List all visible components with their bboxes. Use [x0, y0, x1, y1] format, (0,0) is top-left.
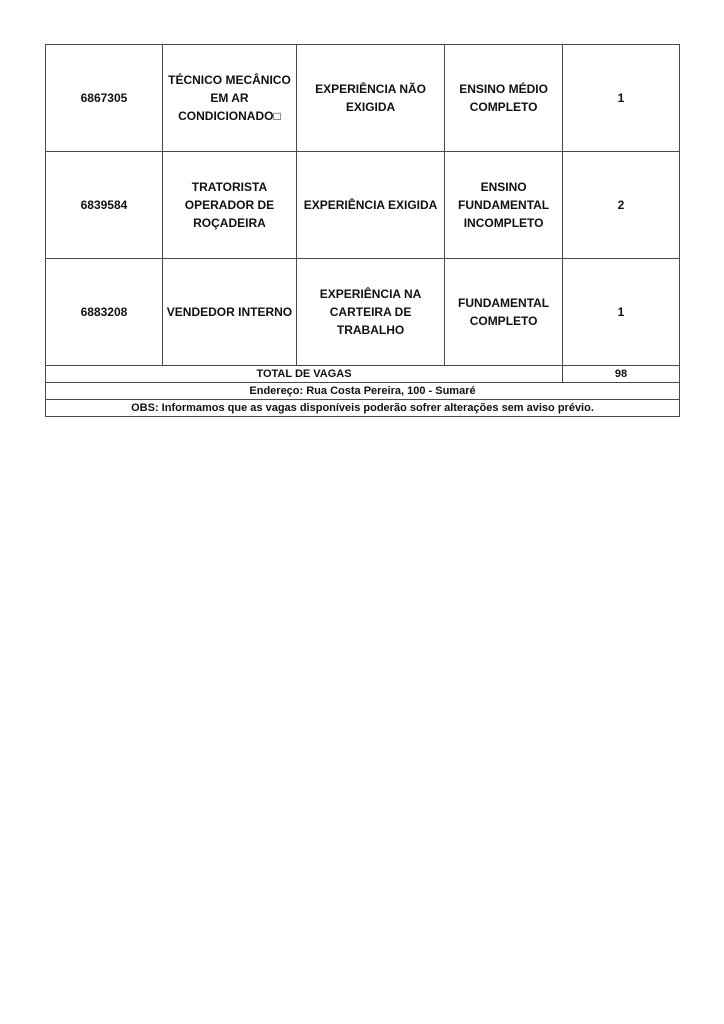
experience-requirement: EXPERIÊNCIA NA CARTEIRA DE TRABALHO — [319, 287, 422, 337]
job-vacancies-table — [45, 44, 680, 417]
job-title: VENDEDOR INTERNO — [166, 305, 293, 319]
education-requirement: ENSINO MÉDIO COMPLETO — [459, 82, 548, 114]
total-row — [46, 366, 680, 383]
experience-cell — [296, 259, 444, 366]
vacancies-cell — [563, 259, 680, 366]
vacancy-count: 1 — [617, 305, 625, 319]
address-row — [46, 383, 680, 400]
job-code: 6839584 — [80, 198, 128, 212]
job-title: TRATORISTA OPERADOR DE ROÇADEIRA — [184, 180, 275, 230]
vacancies-cell — [563, 152, 680, 259]
vacancy-count: 2 — [617, 198, 625, 212]
job-code-cell — [46, 259, 163, 366]
experience-requirement: EXPERIÊNCIA NÃO EXIGIDA — [315, 82, 426, 114]
job-title-cell — [162, 259, 296, 366]
address-text: Endereço: Rua Costa Pereira, 100 - Sumaré — [46, 383, 680, 400]
education-cell — [445, 152, 563, 259]
education-requirement: FUNDAMENTAL COMPLETO — [458, 296, 550, 328]
note-row — [46, 400, 680, 417]
education-cell — [445, 259, 563, 366]
job-title-cell — [162, 45, 296, 152]
total-value: 98 — [563, 366, 680, 383]
table-row — [46, 152, 680, 259]
job-code-cell — [46, 45, 163, 152]
disclaimer-note: OBS: Informamos que as vagas disponíveis poderão sofrer alterações sem aviso prévio. — [46, 400, 680, 417]
table-row — [46, 259, 680, 366]
job-code: 6883208 — [80, 305, 128, 319]
total-label: TOTAL DE VAGAS — [46, 366, 563, 383]
job-code: 6867305 — [80, 91, 128, 105]
education-requirement: ENSINO FUNDAMENTAL INCOMPLETO — [458, 180, 550, 230]
education-cell — [445, 45, 563, 152]
experience-cell — [296, 152, 444, 259]
vacancies-cell — [563, 45, 680, 152]
experience-requirement: EXPERIÊNCIA EXIGIDA — [303, 198, 438, 212]
table-row — [46, 45, 680, 152]
vacancy-count: 1 — [617, 91, 625, 105]
job-title: TÉCNICO MECÂNICO EM AR CONDICIONADO□ — [168, 73, 291, 123]
job-title-cell — [162, 152, 296, 259]
experience-cell — [296, 45, 444, 152]
job-code-cell — [46, 152, 163, 259]
